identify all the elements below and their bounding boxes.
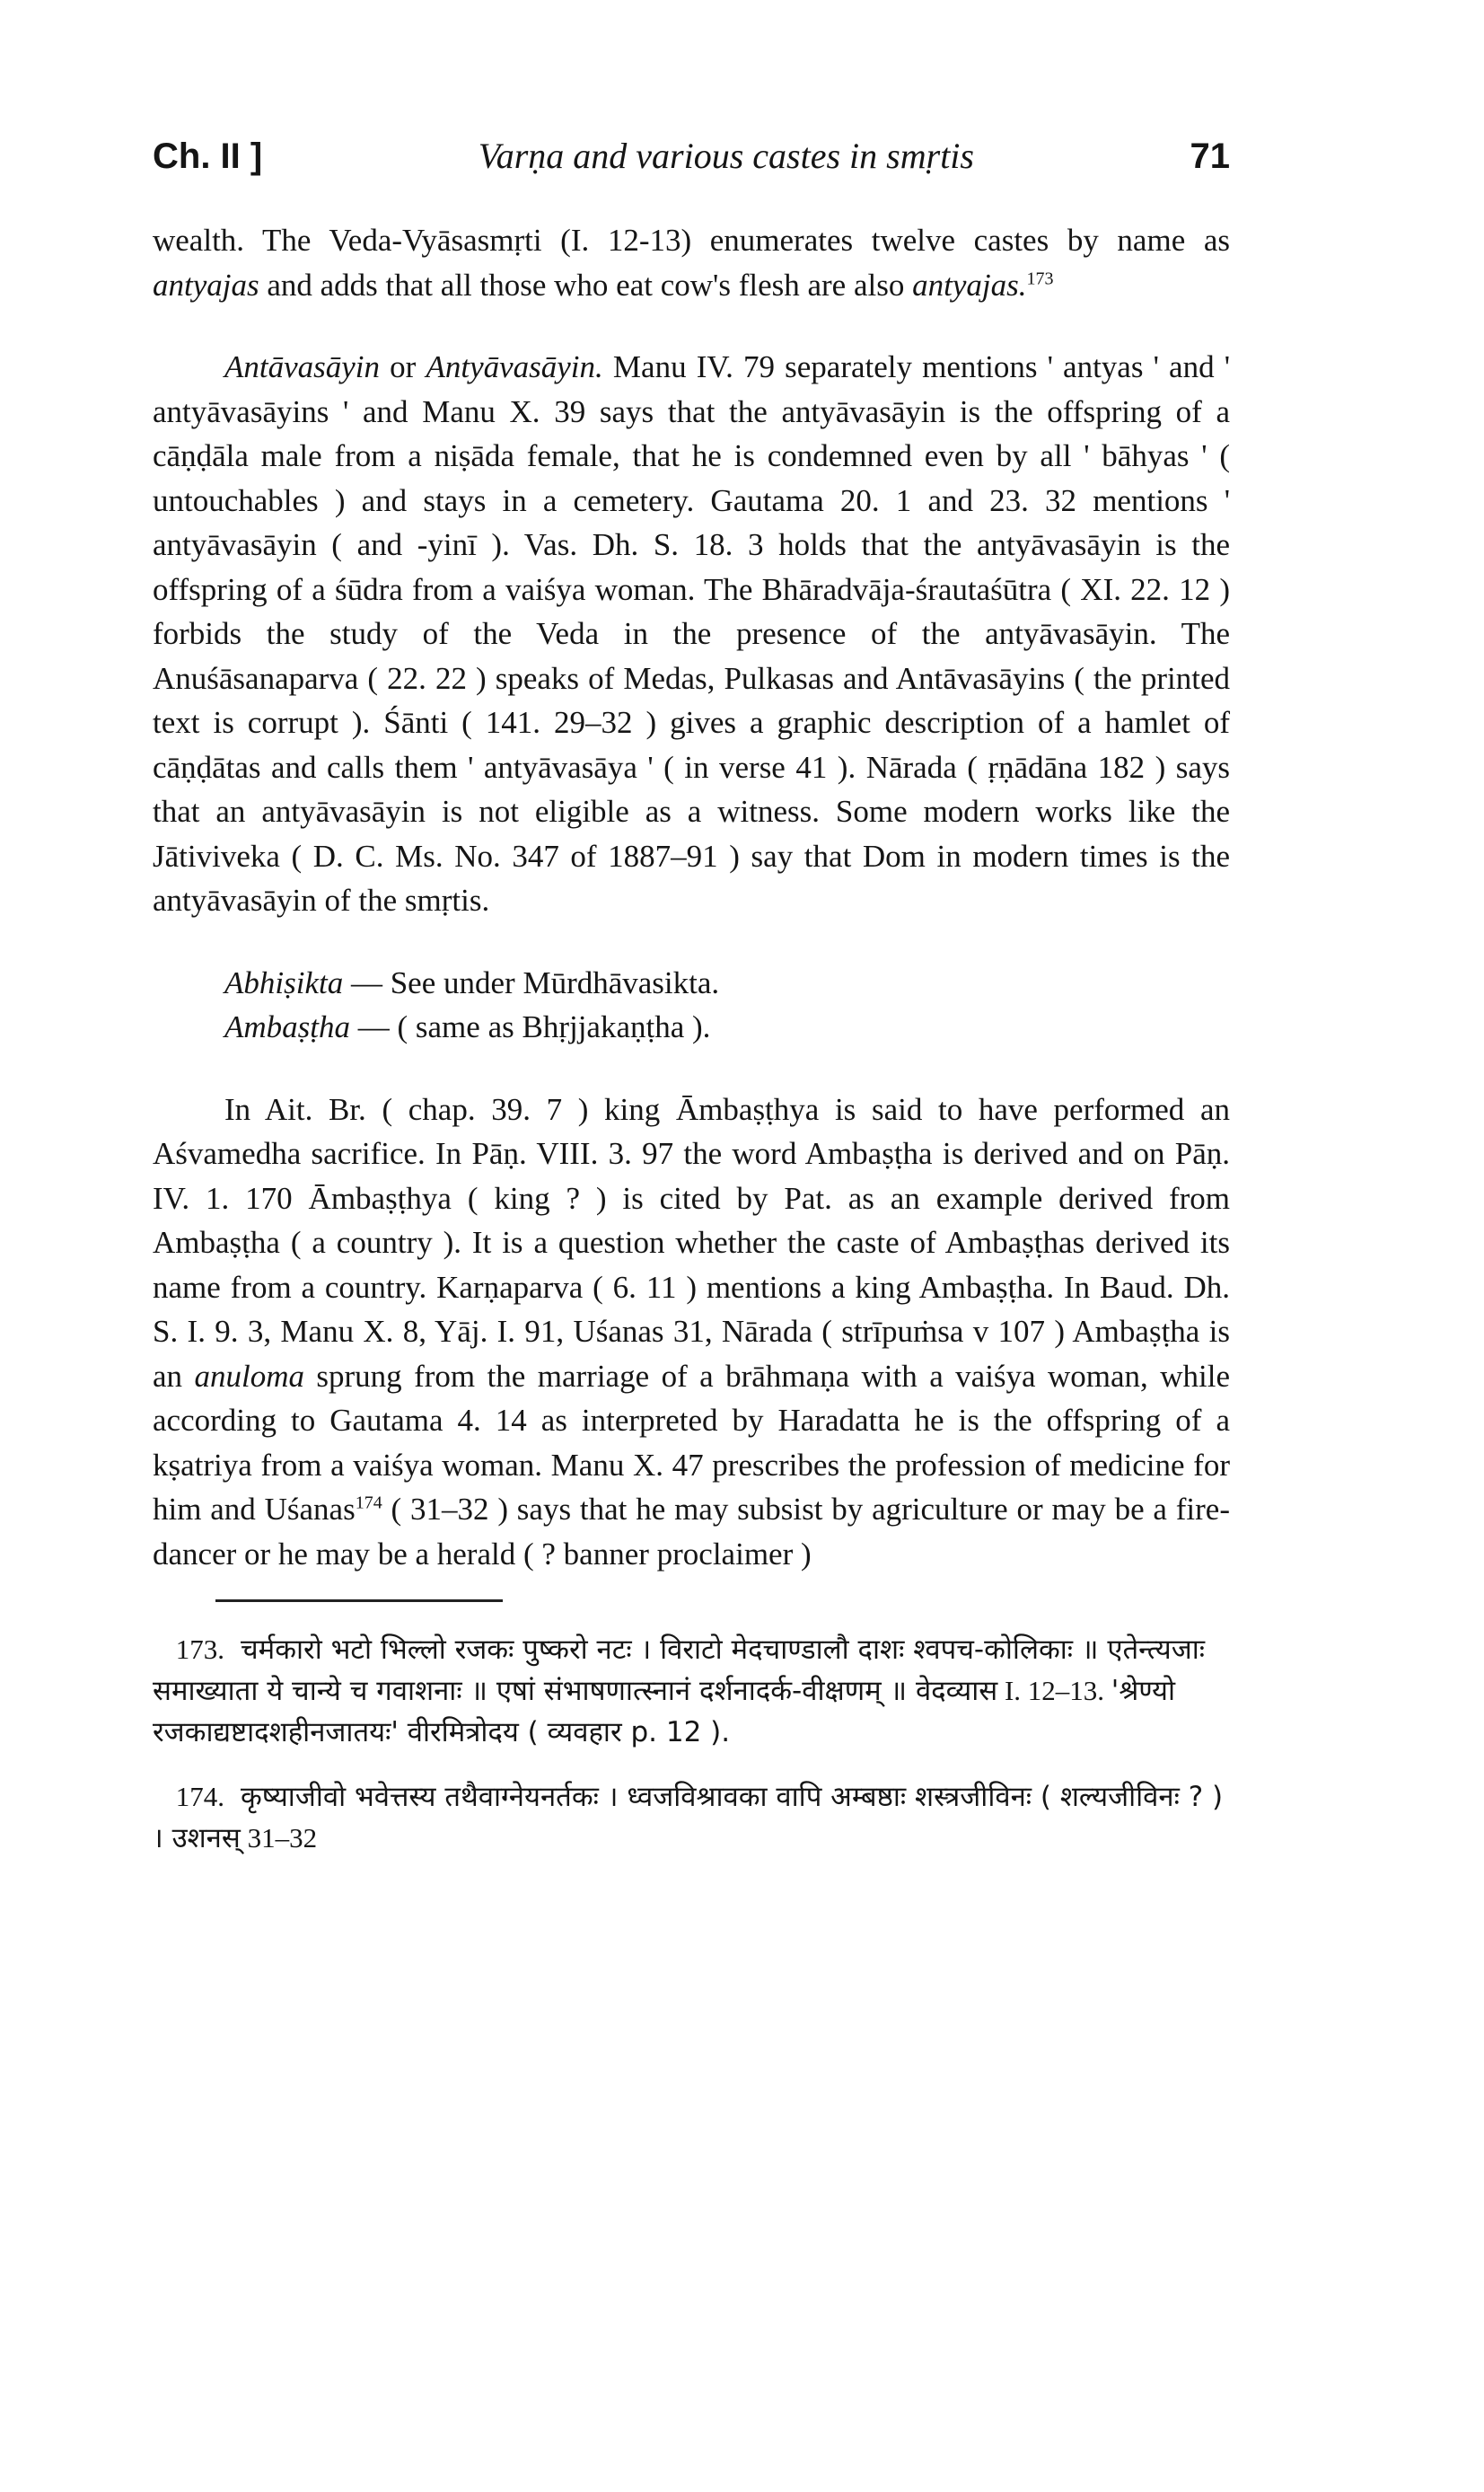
- footnote-173: 173. चर्मकारो भटो भिल्लो रजकः पुष्करो नटः । विराटो मेदचाण्डालौ दाशः श्वपच-कोलिकाः ॥ एतेन्त्यजाः समाख्याता ये चान्ये च गवाशनाः ॥ एषां संभाषणात्स्नानं दर्शनादर्क-वीक्षणम् ॥ वेदव्यास I. 12–13. 'श्रेण्यो रजकाद्यष्टादशहीनजातयः' वीरमित्रोदय ( व्यवहार p. 12 ).: [153, 1629, 1230, 1753]
- paragraph-ambastha: In Ait. Br. ( chap. 39. 7 ) king Āmbaṣṭhya is said to have performed an Aśvamedha sacrifice. In Pāṇ. VIII. 3. 97 the word Ambaṣṭha is derived and on Pāṇ. IV. 1. 170 Āmbaṣṭhya ( king ? ) is cited by Pat. as an example derived from Ambaṣṭha ( a country ). It is a question whether the caste of Ambaṣṭhas derived its name from a country. Karṇaparva ( 6. 11 ) mentions a king Ambaṣṭha. In Baud. Dh. S. I. 9. 3, Manu X. 8, Yāj. I. 91, Uśanas 31, Nārada ( strīpuṁsa v 107 ) Ambaṣṭha is an anuloma sprung from the marriage of a brāhmaṇa with a vaiśya woman, while according to Gautama 4. 14 as interpreted by Haradatta he is the offspring of a kṣatriya from a vaiśya woman. Manu X. 47 prescribes the profession of medicine for him and Uśanas$^{174}$ ( 31–32 ) says that he may subsist by agriculture or may be a fire-dancer or he may be a herald ( ? banner proclaimer ): [153, 1091, 1230, 1572]
- page: [153, 135, 1230, 1859]
- paragraph-antavasayin: Antāvasāyin or Antyāvasāyin. Manu IV. 79 separately mentions ' antyas ' and ' antyāvasāyins ' and Manu X. 39 says that the antyāvasāyin is the offspring of a cāṇḍāla male from a niṣāda female, that he is condemned even by all ' bāhyas ' ( untouchables ) and stays in a cemetery. Gautama 20. 1 and 23. 32 mentions ' antyāvasāyin ( and -yinī ). Vas. Dh. S. 18. 3 holds that the antyāvasāyin is the offspring of a śūdra from a vaiśya woman. The Bhāradvāja-śrautaśūtra ( XI. 22. 12 ) forbids the study of the Veda in the presence of the antyāvasāyin. The Anuśāsanaparva ( 22. 22 ) speaks of Medas, Pulkasas and Antāvasāyins ( the printed text is corrupt ). Śānti ( 141. 29–32 ) gives a graphic description of a hamlet of cāṇḍātas and calls them ' antyāvasāya ' ( in verse 41 ). Nārada ( ṛṇādāna 182 ) says that an antyāvasāyin is not eligible as a witness. Some modern works like the Jātiviveka ( D. C. Ms. No. 347 of 1887–91 ) say that Dom in modern times is the antyāvasāyin of the smṛtis.: [153, 349, 1231, 918]
- paragraph-wealth: wealth. The Veda-Vyāsasmṛti (I. 12-13) enumerates twelve castes by name as antyajas and adds that all those who eat cow's flesh are also antyajas.$^{173}$: [153, 223, 1230, 303]
- chapter-label: Ch. II ]: [153, 136, 263, 176]
- running-title: Varṇa and various castes in smṛtis: [478, 136, 974, 176]
- footnote-ref-174: 174: [355, 1493, 382, 1513]
- entry-heading-alt: Antyāvasāyin.: [426, 349, 603, 384]
- footnote-divider: [215, 1599, 503, 1602]
- page-number: 71: [1190, 136, 1230, 176]
- footnote-ref-173: 173: [1026, 268, 1054, 288]
- entry-heading: Antāvasāyin: [224, 349, 381, 384]
- footnote-number: 174.: [175, 1781, 224, 1812]
- entry-abhisikta: Abhiṣikta — See under Mūrdhāvasikta.: [224, 964, 720, 1000]
- footnote-174: 174. कृष्याजीवो भवेत्तस्य तथैवाग्नेयनर्तकः । ध्वजविश्रावका वापि अम्बष्ठाः शस्त्रजीविनः ( शल्यजीविनः ? ) । उशनस् 31–32: [153, 1776, 1230, 1859]
- running-header: [153, 135, 1230, 177]
- entry-ambastha: Ambaṣṭha — ( same as Bhṛjjakaṇṭha ).: [224, 1009, 711, 1044]
- footnote-number: 173.: [175, 1633, 224, 1665]
